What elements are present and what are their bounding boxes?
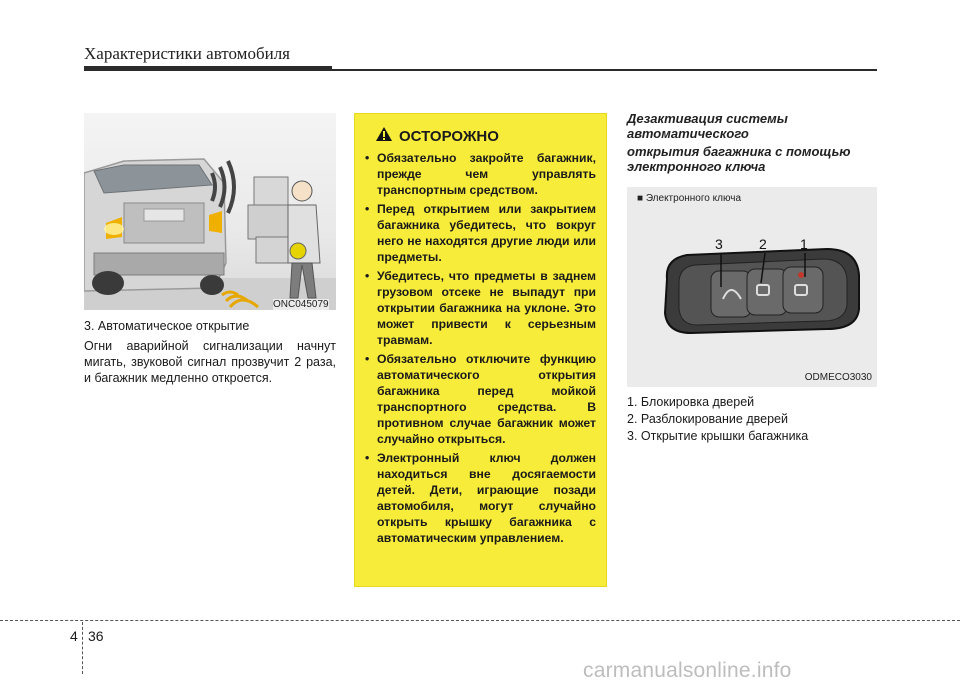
warning-item: [365, 351, 596, 447]
callout-3: 3: [715, 236, 723, 252]
key-button-item: 3. Открытие крышки багажника: [627, 429, 809, 443]
bullet: •: [365, 151, 370, 165]
left-text-block: [84, 318, 336, 390]
footer-dashed-rule: [0, 620, 960, 621]
header-rule-thick: [84, 66, 332, 71]
warning-item-text: Обязательно отключите функцию автоматического открытия багажника перед мойкой транспортного средства. В противном случае багажник может случайно открыться.: [377, 352, 596, 446]
bullet: •: [365, 451, 370, 465]
key-button-item: 1. Блокировка дверей: [627, 395, 755, 409]
figure-caption: ■ Электронного ключа: [637, 193, 742, 204]
auto-open-description: Огни аварийной сигнализации начнут мигать, звуковой сигнал прозвучит 2 раза, и багажник медленно откроется.: [84, 339, 336, 385]
warning-item-text: Обязательно закройте багажник, прежде чем управлять транспортным средством.: [377, 151, 596, 197]
figure-code: ODMECO3030: [804, 372, 872, 383]
warning-triangle-icon: [375, 126, 393, 146]
bullet: •: [365, 352, 370, 366]
bullet: •: [365, 269, 370, 283]
warning-header: [375, 126, 596, 146]
warning-item: [365, 201, 596, 265]
warning-box: [354, 113, 607, 587]
watermark: carmanualsonline.info: [583, 659, 792, 682]
callout-2: 2: [759, 236, 767, 252]
warning-item-text: Убедитесь, что предметы в заднем грузовом отсеке не выпадут при открытии багажника на уклоне. Это может привести к серьезным травмам.: [377, 269, 596, 347]
chapter-number: 4: [70, 628, 78, 644]
warning-title: ОСТОРОЖНО: [399, 127, 499, 145]
auto-open-step: 3. Автоматическое открытие: [84, 319, 250, 333]
section-subheading: [627, 112, 879, 178]
header-rule-thin: [332, 69, 877, 71]
key-button-list: [627, 394, 879, 445]
footer-vertical-dashed-rule: [82, 622, 83, 674]
photo-code: ONC045079: [273, 299, 329, 310]
car-illustration: [84, 113, 336, 310]
warning-item-text: Перед открытием или закрытием багажника убедитесь, что вокруг него не находятся другие люди или предметы.: [377, 202, 596, 264]
warning-item: [365, 150, 596, 198]
key-button-item: 2. Разблокирование дверей: [627, 412, 788, 426]
car-trunk-photo: [84, 113, 336, 310]
bullet: •: [365, 202, 370, 216]
warning-item: [365, 450, 596, 546]
callout-1: 1: [800, 236, 808, 252]
page-number: 36: [88, 628, 104, 644]
subheading-line-1: Дезактивация системы автоматического: [627, 111, 788, 141]
warning-list: [365, 150, 596, 546]
smart-key-illustration: [627, 187, 877, 387]
smart-key-figure: [627, 187, 877, 387]
subheading-line-2: открытия багажника с помощью электронного ключа: [627, 144, 851, 174]
warning-item-text: Электронный ключ должен находиться вне досягаемости детей. Дети, играющие позади автомобиля, могут случайно открыть крышку багажника с автоматическим управлением.: [377, 451, 596, 545]
warning-item: [365, 268, 596, 348]
page-header-title: Характеристики автомобиля: [84, 44, 290, 63]
